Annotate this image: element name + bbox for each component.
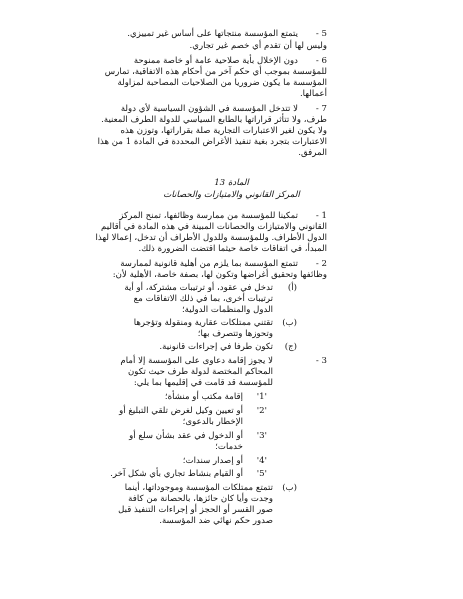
subitem-label: '3' [256, 431, 267, 441]
item-line: الدول والمنظمات الدولية؛ [181, 305, 273, 315]
paragraph-5-line: يتمتع المؤسسة منتجاتها على أساس غير تمييزي. [127, 29, 298, 39]
paragraph-7-line: لا تتدخل المؤسسة في الشؤون السياسية لأي دولة [120, 104, 298, 114]
subitem-line: أو تعيين وكيل لغرض تلقي التبليغ أو [119, 406, 243, 416]
paragraph-number: 7 - [315, 104, 327, 114]
subitem-line: أو القيام بنشاط تجاري بأي شكل آخر. [110, 469, 243, 479]
article-para-1-line: تمكينا للمؤسسة من ممارسة وظائفها، تمنح المركز [119, 211, 298, 221]
paragraph-number: 2 - [315, 259, 327, 269]
item-label: (ب) [282, 318, 297, 328]
paragraph-6-line: دون الإخلال بأية صلاحية عامة أو خاصة ممنوحة [133, 56, 298, 66]
item-line: تقتني ممتلكات عقارية ومنقولة وتؤجرها [133, 318, 273, 328]
subitem-line: إقامة مكتب أو منشأة؛ [164, 392, 243, 402]
article-para-1-line: المبدأ، في اتفاقات خاصة حيثما اقتضت الضرورة ذلك. [138, 244, 327, 254]
article-para-2-line: وظائفها وتحقيق أغراضها وتكون لها، بصفة خاصة، الأهلية لأن: [112, 270, 327, 280]
paragraph-number: 6 - [315, 56, 327, 66]
paragraph-6-line: للمؤسسة بموجب أي حكم آخر من أحكام هذه الاتفاقية، تمارس [104, 67, 327, 77]
subitem-label: '4' [256, 456, 267, 466]
item-line: صور القسر أو الحجز أو إجراءات التنفيذ قبل [118, 505, 273, 515]
paragraph-5-line: وليس لها أن تقدم أي خصم غير تجاري. [189, 41, 327, 51]
paragraph-number: 1 - [315, 211, 327, 221]
paragraph-7-line: الاعتبارات بتجرد بغية تنفيذ الأغراض المحددة في المادة 1 من هذا [97, 137, 327, 147]
item-line: صدور حكم نهائي ضد المؤسسة. [159, 516, 273, 526]
item-label: (ب) [282, 483, 297, 493]
item-line: تدخل في عقود، أو ترتيبات مشتركة، أو أية [124, 283, 273, 293]
subitem-label: '1' [256, 392, 267, 402]
article-title: المركز القانوني والامتيازات والحصانات [163, 190, 300, 200]
paragraph-6-line: أعمالها. [299, 89, 327, 99]
article-para-3-line: لا يجوز إقامة دعاوى على المؤسسة إلا أمام [120, 356, 273, 366]
paragraph-number: 5 - [315, 29, 327, 39]
article-para-3-line: المحاكم المختصة لدولة طرف حيث تكون [127, 367, 273, 377]
article-para-3-line: للمؤسسة قد قامت في إقليمها بما يلي: [133, 378, 273, 388]
item-line: تتمتع ممتلكات المؤسسة وموجوداتها، أينما [124, 483, 273, 493]
article-para-1-line: الدول الأطراف. وللمؤسسة وللدول الأطراف أن تدخل، إعمالا لهذا [95, 233, 327, 243]
paragraph-7-line: طرف، ولا تتأثر قراراتها بالطابع السياسي للدولة الطرف المعنية. [101, 115, 327, 125]
item-label: (أ) [287, 283, 297, 293]
item-line: تكون طرفا في إجراءات قانونية. [159, 342, 273, 352]
paragraph-6-line: المؤسسة ما يكون ضروريا من الصلاحيات المصاحبة لمزاولة [117, 78, 327, 88]
item-label: (ج) [284, 342, 297, 352]
subitem-line: أو إصدار سندات؛ [182, 456, 243, 466]
article-number: المادة 13 [214, 178, 249, 188]
article-para-2-line: تتمتع المؤسسة بما يلزم من أهلية قانونية لممارسة [120, 259, 298, 269]
subitem-line: أو الدخول في عقد بشأن سلع أو [129, 431, 243, 441]
article-para-1-line: القانوني والامتيازات والحصانات المبينة في هذه المادة في أقاليم [101, 222, 327, 232]
subitem-label: '2' [256, 406, 267, 416]
subitem-line: خدمات؛ [215, 442, 243, 452]
subitem-line: الإخطار بالدعوى؛ [182, 417, 243, 427]
paragraph-7-line: ولا يكون لغير الاعتبارات التجارية صلة بقراراتها، وتوزن هذه [120, 126, 327, 136]
item-line: وجدت وأيا كان حائزها، بالحصانة من كافة [128, 494, 273, 504]
subitem-label: '5' [256, 469, 267, 479]
paragraph-number: 3 - [315, 356, 327, 366]
paragraph-7-line: المرفق. [298, 148, 327, 158]
item-line: وتحوزها وتتصرف بها؛ [197, 329, 273, 339]
item-line: ترتيبات أخرى، بما في ذلك الاتفاقات مع [133, 294, 273, 304]
